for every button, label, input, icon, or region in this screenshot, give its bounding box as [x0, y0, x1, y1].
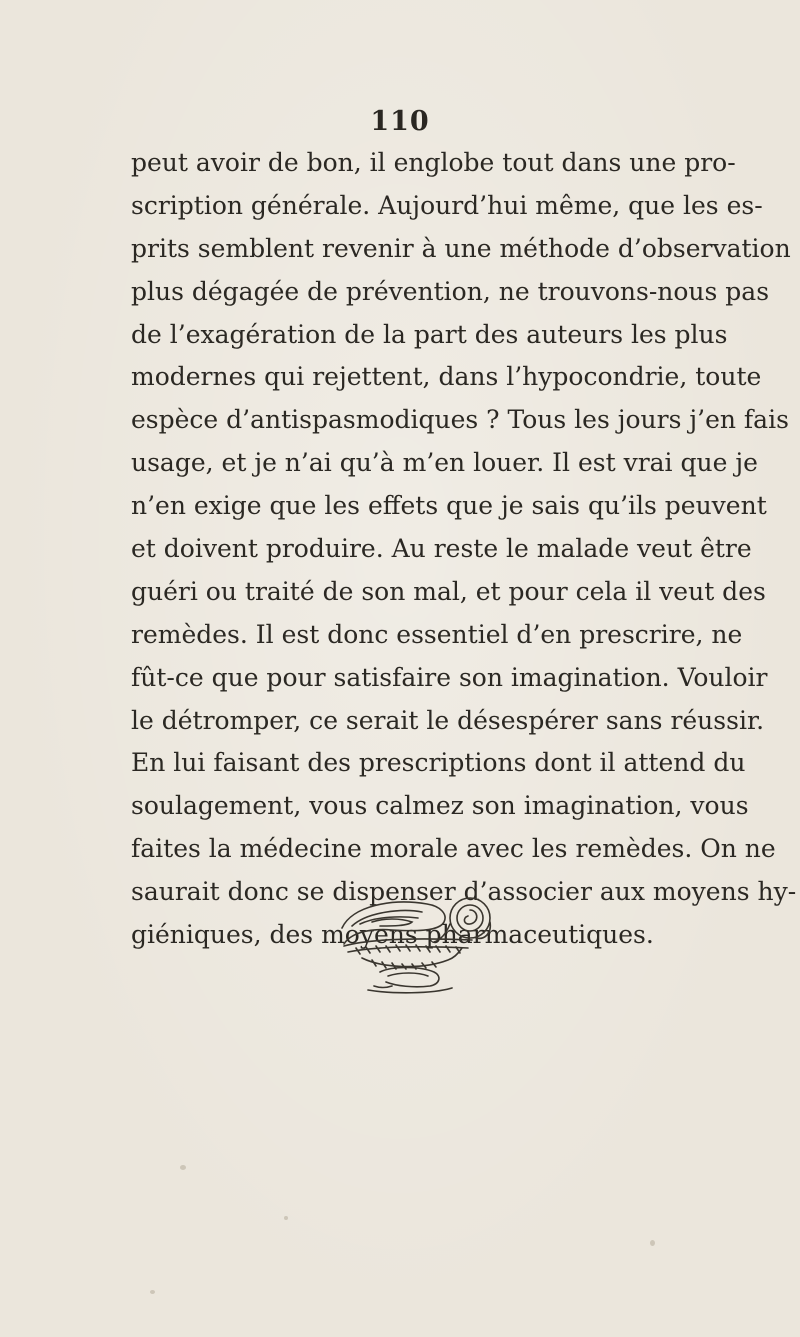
text-line-16: soulagement, vous calmez son imagination, vous	[131, 791, 749, 821]
text-line-6: modernes qui rejettent, dans l’hypocondrie, toute	[131, 362, 762, 392]
paper-speck	[650, 1240, 655, 1246]
scroll-ornament-icon	[322, 888, 502, 1000]
paper-speck	[180, 1165, 186, 1170]
text-line-13: fût-ce que pour satisfaire son imagination. Vouloir	[131, 662, 768, 692]
text-line-19: giéniques, des moyens pharmaceutiques.	[131, 920, 654, 950]
text-line-12: remèdes. Il est donc essentiel d’en prescrire, ne	[131, 619, 743, 649]
page-number: 110	[370, 106, 430, 137]
text-line-18: saurait donc se dispenser d’associer aux moyens hy-	[131, 877, 797, 907]
text-line-10: et doivent produire. Au reste le malade veut être	[131, 534, 752, 564]
paper-speck	[284, 1216, 288, 1220]
body-text	[131, 142, 797, 957]
text-line-7: espèce d’antispasmodiques ? Tous les jours j’en fais	[131, 405, 789, 435]
text-line-14: le détromper, ce serait le désespérer sans réussir.	[131, 705, 765, 735]
text-line-11: guéri ou traité de son mal, et pour cela il veut des	[131, 576, 766, 606]
text-line-1: peut avoir de bon, il englobe tout dans une pro-	[131, 148, 736, 177]
text-line-5: de l’exagération de la part des auteurs les plus	[131, 319, 728, 349]
text-line-17: faites la médecine morale avec les remèdes. On ne	[131, 834, 776, 864]
text-line-2: scription générale. Aujourd’hui même, que les es-	[131, 190, 763, 220]
paper-speck	[150, 1290, 155, 1294]
text-line-8: usage, et je n’ai qu’à m’en louer. Il est vrai que je	[131, 448, 758, 478]
text-line-9: n’en exige que les effets que je sais qu’ils peuvent	[131, 491, 767, 521]
text-line-15: En lui faisant des prescriptions dont il attend du	[131, 748, 746, 778]
text-line-3: prits semblent revenir à une méthode d’observation	[131, 233, 791, 263]
text-line-4: plus dégagée de prévention, ne trouvons-nous pas	[131, 276, 770, 306]
